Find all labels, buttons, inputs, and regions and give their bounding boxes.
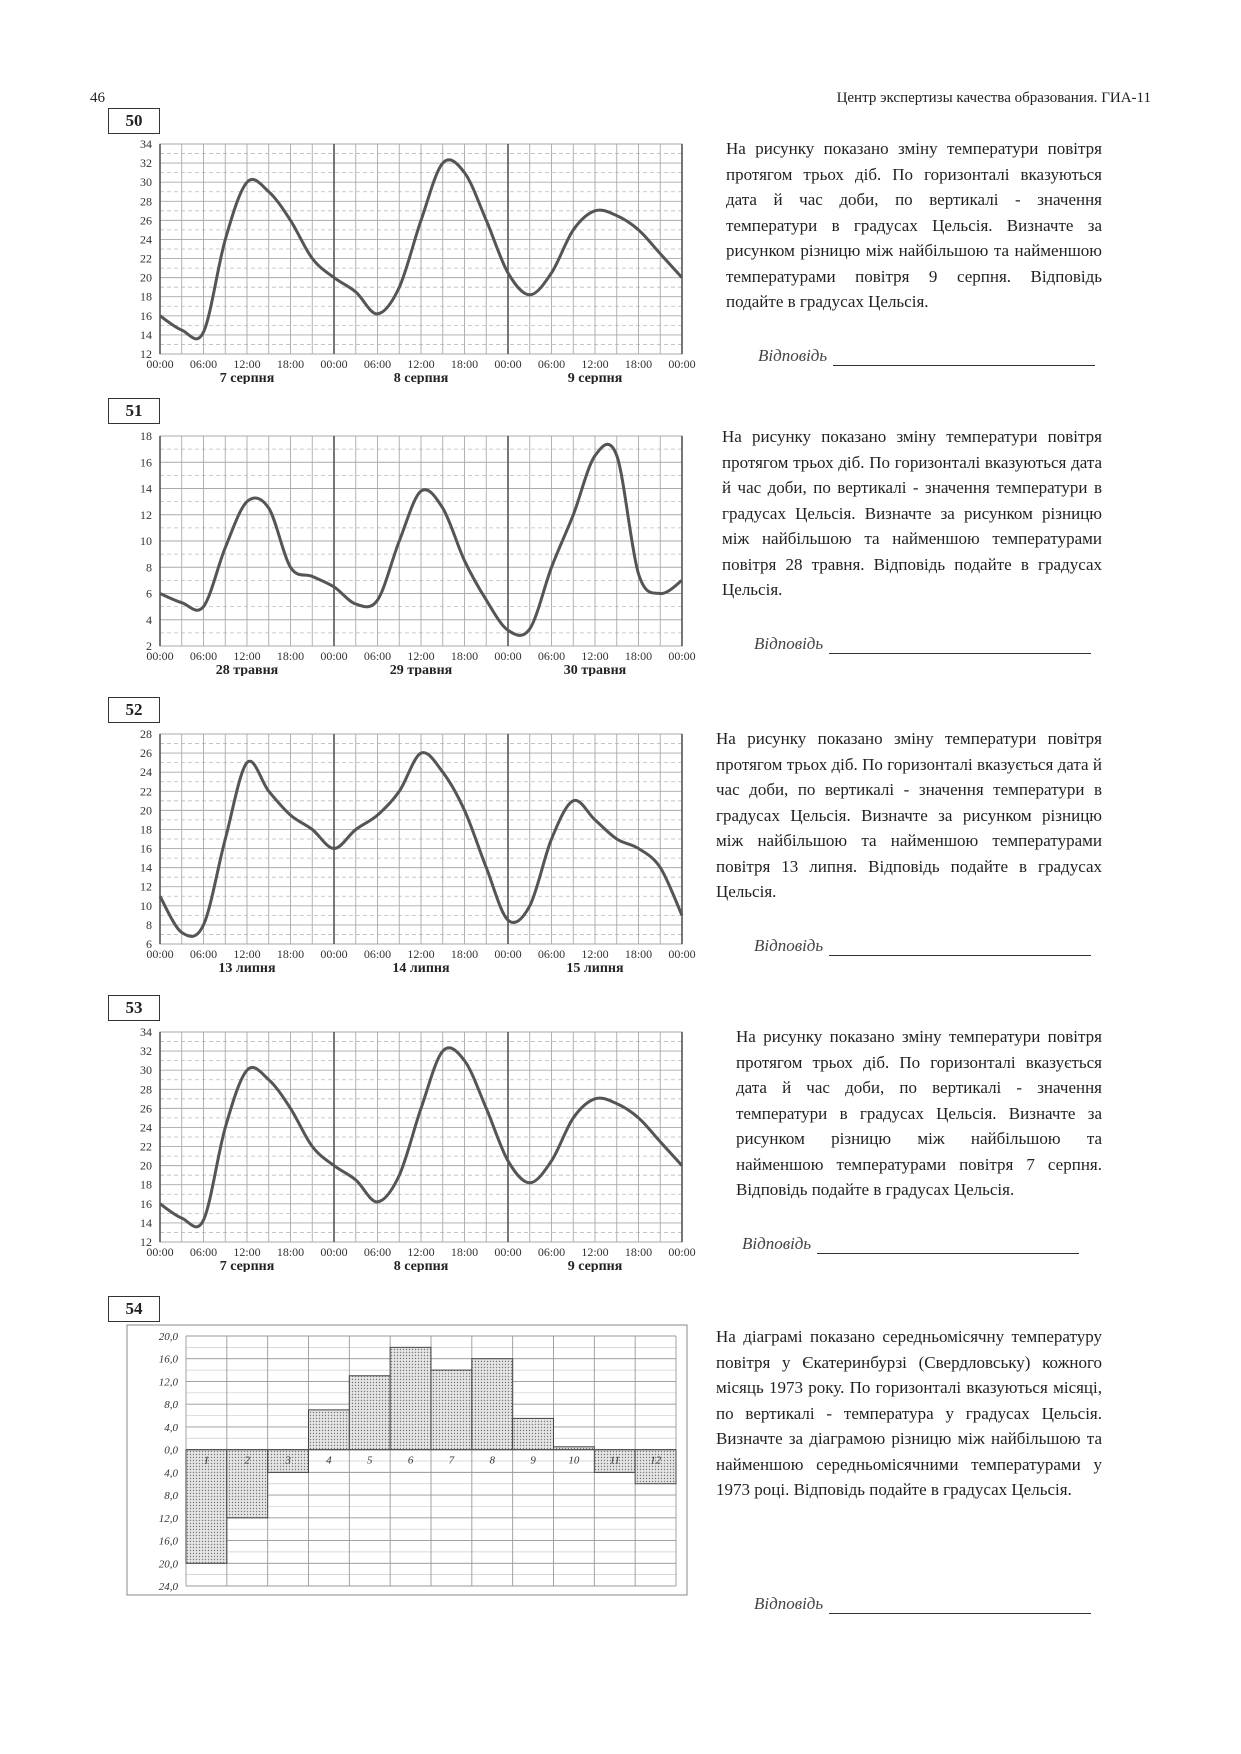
data-point [616,455,617,456]
x-tick-label: 06:00 [537,947,566,961]
x-tick-label: 00:00 [146,649,174,663]
data-point [551,1160,552,1161]
y-tick-label: 0,0 [164,1444,178,1457]
data-point [181,932,182,933]
x-tick-label: 00:00 [668,947,696,961]
x-tick-label: 00:00 [494,1245,522,1259]
data-point [529,905,530,906]
data-point [268,791,269,792]
x-tick-label: 06:00 [537,1245,566,1259]
x-tick-label: 18:00 [450,1245,479,1259]
x-tick-label: 12:00 [407,357,435,371]
y-tick-label: 24 [140,1120,152,1135]
y-tick-label: 16 [140,308,152,323]
day-label: 15 липня [566,961,624,974]
y-tick-label: 12 [140,507,152,522]
task-text-52: На рисунку показано зміну температури повітря протягом трьох діб. По горизонталі вказується дата й час доби, по вертикалі - значення температури в градусах Цельсія. Визначте за рисунком різницю між найбільшою та найменшою температурами повітря 13 липня. Відповідь подайте в градусах Цельсія. [716,729,1102,901]
data-point [573,514,574,515]
y-tick-label: 2 [146,639,152,653]
y-tick-label: 8,0 [164,1490,178,1503]
category-label: 1 [203,1454,210,1467]
x-tick-label: 00:00 [494,357,522,371]
data-point [551,272,552,273]
data-point [529,1182,530,1183]
data-point [682,1165,683,1166]
data-point [421,220,422,221]
y-tick-label: 8 [146,560,152,575]
x-tick-label: 06:00 [537,649,566,663]
day-label: 8 серпня [393,371,449,384]
category-label: 10 [568,1454,580,1467]
bar [390,1347,431,1449]
y-tick-label: 18 [140,289,152,304]
y-tick-label: 10 [140,534,152,548]
data-point [312,576,313,577]
data-point [638,1117,639,1118]
category-label: 5 [367,1454,373,1467]
task-number-54: 54 [108,1296,160,1322]
category-label: 3 [285,1454,291,1467]
data-point [355,604,356,605]
y-tick-label: 26 [140,213,152,228]
data-point [181,1218,182,1219]
data-point [181,602,182,603]
data-point [355,1179,356,1180]
category-label: 11 [609,1454,620,1467]
data-point [660,253,661,254]
answer-line[interactable] [817,1237,1079,1254]
y-tick-label: 12,0 [158,1376,178,1389]
y-tick-label: 4,0 [164,1421,178,1434]
x-tick-label: 00:00 [146,1245,174,1259]
data-point [399,1175,400,1176]
category-label: 2 [244,1454,250,1467]
y-tick-label: 16,0 [158,1353,178,1366]
y-tick-label: 32 [140,156,152,171]
data-point [377,600,378,601]
bar [472,1359,513,1450]
x-tick-label: 00:00 [320,357,348,371]
data-point [486,600,487,601]
x-tick-label: 12:00 [233,947,261,961]
category-label: 9 [530,1454,536,1467]
data-point [638,229,639,230]
answer-field-54[interactable] [754,1594,1091,1614]
x-tick-label: 00:00 [668,357,696,371]
task-text-50: На рисунку показано зміну температури повітря протягом трьох діб. По горизонталі вказуються дата й час доби, по вертикалі - значення температури в градусах Цельсія. Визначте за рисунком різницю між найбільшою та найменшою температурами повітря 9 серпня. Відповідь подайте в градусах Цельсія. [726,139,1102,311]
data-point [660,1141,661,1142]
answer-field-50[interactable] [758,346,1095,366]
data-point [225,239,226,240]
y-tick-label: 24 [140,765,152,780]
answer-field-53[interactable] [742,1234,1079,1254]
data-point [334,586,335,587]
data-point [529,294,530,295]
bar [186,1450,227,1564]
answer-label: Відповідь [754,634,824,653]
x-tick-label: 12:00 [581,649,609,663]
x-tick-label: 18:00 [450,649,479,663]
task-number-53: 53 [108,995,160,1021]
answer-line[interactable] [829,1597,1091,1614]
data-point [312,1146,313,1147]
x-tick-label: 06:00 [189,649,218,663]
data-point [616,839,617,840]
data-point [312,829,313,830]
answer-line[interactable] [829,939,1091,956]
x-tick-label: 12:00 [407,1245,435,1259]
data-point [355,291,356,292]
y-tick-label: 34 [140,1025,152,1039]
y-tick-label: 16 [140,1196,152,1211]
x-tick-label: 12:00 [581,357,609,371]
day-label: 7 серпня [219,371,275,384]
x-tick-label: 12:00 [407,947,435,961]
category-label: 6 [407,1454,414,1467]
x-tick-label: 12:00 [233,357,261,371]
x-tick-label: 18:00 [276,357,305,371]
data-point [312,258,313,259]
data-point [682,277,683,278]
day-label: 29 травня [389,663,453,676]
data-point [595,819,596,820]
y-tick-label: 12 [140,1235,152,1249]
data-point [421,491,422,492]
bar [431,1370,472,1450]
x-tick-label: 06:00 [363,947,392,961]
data-point [377,1201,378,1202]
data-point [682,915,683,916]
day-label: 8 серпня [393,1259,449,1272]
page-header: Центр экспертизы качества образования. ГИА-11 [836,90,1151,106]
task-text-51: На рисунку показано зміну температури повітря протягом трьох діб. По горизонталі вказуються дата й час доби, по вертикалі - значення температури в градусах Цельсія. Визначте за рисунком різницю між найбільшою та найменшою температурами повітря 28 травня. Відповідь подайте в градусах Цельсія. [722,427,1102,599]
data-point [334,277,335,278]
y-tick-label: 14 [140,860,152,875]
data-point [247,762,248,763]
x-tick-label: 00:00 [146,947,174,961]
data-point [595,455,596,456]
answer-line[interactable] [829,637,1091,654]
y-tick-label: 30 [140,1063,152,1078]
y-tick-label: 34 [140,137,152,151]
data-point [290,815,291,816]
task-number-52: 52 [108,697,160,723]
x-tick-label: 06:00 [537,357,566,371]
data-point [160,315,161,316]
data-point [160,1203,161,1204]
y-tick-label: 14 [140,481,152,496]
data-point [486,1108,487,1109]
y-tick-label: 24,0 [158,1581,178,1593]
data-point [464,810,465,811]
data-point [203,1220,204,1221]
category-label: 8 [489,1454,495,1467]
y-tick-label: 18 [140,822,152,837]
data-point [268,508,269,509]
y-tick-label: 4 [146,612,152,627]
data-point [595,1098,596,1099]
data-point [486,867,487,868]
data-point [290,1108,291,1109]
y-tick-label: 8 [146,917,152,932]
x-tick-label: 00:00 [320,1245,348,1259]
task-text-54: На діаграмі показано середньомісячну температуру повітря у Єкатеринбурзі (Свердловську) кожного місяць 1973 року. По горизонталі вказуються місяці, по вертикалі - температура у градусах Цельсія. Визначте за діаграмою різницю між найбільшою та найменшою середньомісячними температурами у 1973 році. Відповідь подайте в градусах Цельсія. [716,1327,1102,1499]
data-point [377,815,378,816]
x-tick-label: 18:00 [450,357,479,371]
y-tick-label: 22 [140,251,152,266]
data-point [160,896,161,897]
answer-field-52[interactable] [754,936,1091,956]
answer-label: Відповідь [742,1234,812,1253]
data-point [247,1070,248,1071]
x-tick-label: 00:00 [320,947,348,961]
y-tick-label: 6 [146,586,152,601]
x-tick-label: 18:00 [450,947,479,961]
data-point [486,220,487,221]
data-point [290,220,291,221]
data-point [573,800,574,801]
data-point [247,501,248,502]
y-tick-label: 20 [140,803,152,818]
data-point [268,191,269,192]
y-tick-label: 16,0 [158,1535,178,1548]
x-tick-label: 00:00 [146,357,174,371]
y-tick-label: 28 [140,727,152,741]
x-tick-label: 12:00 [233,649,261,663]
y-tick-label: 22 [140,784,152,799]
chart-50 [102,132,702,389]
category-label: 7 [448,1454,455,1467]
bar [309,1410,350,1450]
x-tick-label: 06:00 [189,1245,218,1259]
y-tick-label: 26 [140,746,152,761]
x-tick-label: 00:00 [494,649,522,663]
data-point [399,791,400,792]
data-point [508,630,509,631]
data-point [225,839,226,840]
data-point [268,1079,269,1080]
answer-label: Відповідь [754,1594,824,1613]
y-tick-label: 6 [146,937,152,951]
data-point [573,229,574,230]
x-tick-label: 18:00 [276,947,305,961]
data-point [355,829,356,830]
category-label: 12 [650,1454,662,1467]
x-tick-label: 12:00 [407,649,435,663]
data-point [682,580,683,581]
data-point [442,1051,443,1052]
data-point [421,1108,422,1109]
data-point [181,330,182,331]
day-label: 28 травня [215,663,279,676]
x-tick-label: 06:00 [363,357,392,371]
x-tick-label: 06:00 [189,947,218,961]
y-tick-label: 32 [140,1044,152,1059]
x-tick-label: 06:00 [363,1245,392,1259]
y-tick-label: 16 [140,841,152,856]
x-tick-label: 00:00 [494,947,522,961]
data-point [529,628,530,629]
chart-52 [102,722,702,979]
data-point [421,753,422,754]
y-tick-label: 12 [140,347,152,361]
day-label: 7 серпня [219,1259,275,1272]
task-number-51: 51 [108,398,160,424]
answer-line[interactable] [833,349,1095,366]
task-text-53: На рисунку показано зміну температури повітря протягом трьох діб. По горизонталі вказується дата й час доби, по вертикалі - значення температури в градусах Цельсія. Визначте за рисунком різницю між найбільшою та найменшою температурами повітря 7 серпня. Відповідь подайте в градусах Цельсія. [736,1027,1102,1199]
y-tick-label: 12 [140,879,152,894]
bar [513,1418,554,1449]
x-tick-label: 18:00 [276,649,305,663]
x-tick-label: 18:00 [624,1245,653,1259]
data-point [616,215,617,216]
data-point [508,272,509,273]
x-tick-label: 12:00 [581,1245,609,1259]
data-point [595,210,596,211]
y-tick-label: 4,0 [164,1467,178,1480]
data-point [247,182,248,183]
day-label: 9 серпня [567,371,623,384]
day-label: 30 травня [563,663,627,676]
category-label: 4 [326,1454,332,1467]
day-label: 13 липня [218,961,276,974]
data-point [616,1103,617,1104]
line-chart-svg [102,722,702,974]
chart-51 [102,424,702,681]
y-tick-label: 8,0 [164,1399,178,1412]
y-tick-label: 18 [140,429,152,443]
answer-field-51[interactable] [754,634,1091,654]
y-tick-label: 22 [140,1139,152,1154]
data-point [203,924,204,925]
data-point [442,163,443,164]
y-tick-label: 28 [140,194,152,209]
data-point [225,547,226,548]
day-label: 14 липня [392,961,450,974]
data-point [660,867,661,868]
data-point [334,848,335,849]
x-tick-label: 12:00 [233,1245,261,1259]
y-tick-label: 14 [140,327,152,342]
chart-53 [102,1020,702,1277]
data-point [551,839,552,840]
y-tick-label: 20 [140,1158,152,1173]
y-tick-label: 12,0 [158,1512,178,1525]
data-point [638,573,639,574]
data-point [464,560,465,561]
data-point [377,313,378,314]
data-point [551,567,552,568]
y-tick-label: 14 [140,1215,152,1230]
data-point [573,1117,574,1118]
data-point [660,593,661,594]
day-label: 9 серпня [567,1259,623,1272]
y-tick-label: 16 [140,455,152,470]
x-tick-label: 18:00 [624,649,653,663]
data-point [508,920,509,921]
y-tick-label: 20 [140,270,152,285]
data-point [399,541,400,542]
data-point [334,1165,335,1166]
data-point [638,848,639,849]
x-tick-label: 06:00 [189,357,218,371]
y-tick-label: 30 [140,175,152,190]
y-tick-label: 26 [140,1101,152,1116]
y-tick-label: 10 [140,898,152,913]
data-point [442,772,443,773]
data-point [225,1127,226,1128]
data-point [399,287,400,288]
data-point [464,172,465,173]
data-point [290,567,291,568]
task-number-50: 50 [108,108,160,134]
line-chart-svg [102,132,702,384]
answer-label: Відповідь [754,936,824,955]
x-tick-label: 12:00 [581,947,609,961]
x-tick-label: 06:00 [363,649,392,663]
y-tick-label: 20,0 [158,1558,178,1571]
answer-label: Відповідь [758,346,828,365]
data-point [203,332,204,333]
page-number: 46 [90,90,105,106]
chart-54 [126,1324,688,1601]
x-tick-label: 18:00 [624,947,653,961]
data-point [442,508,443,509]
y-tick-label: 18 [140,1177,152,1192]
x-tick-label: 18:00 [624,357,653,371]
data-point [464,1060,465,1061]
data-point [508,1160,509,1161]
bar [349,1376,390,1450]
data-point [160,593,161,594]
x-tick-label: 00:00 [668,1245,696,1259]
x-tick-label: 18:00 [276,1245,305,1259]
line-chart-svg [102,1020,702,1272]
data-point [203,606,204,607]
x-tick-label: 00:00 [668,649,696,663]
line-chart-svg [102,424,702,676]
y-tick-label: 20,0 [158,1331,178,1343]
y-tick-label: 28 [140,1082,152,1097]
y-tick-label: 24 [140,232,152,247]
x-tick-label: 00:00 [320,649,348,663]
bar-chart-svg [126,1324,688,1596]
